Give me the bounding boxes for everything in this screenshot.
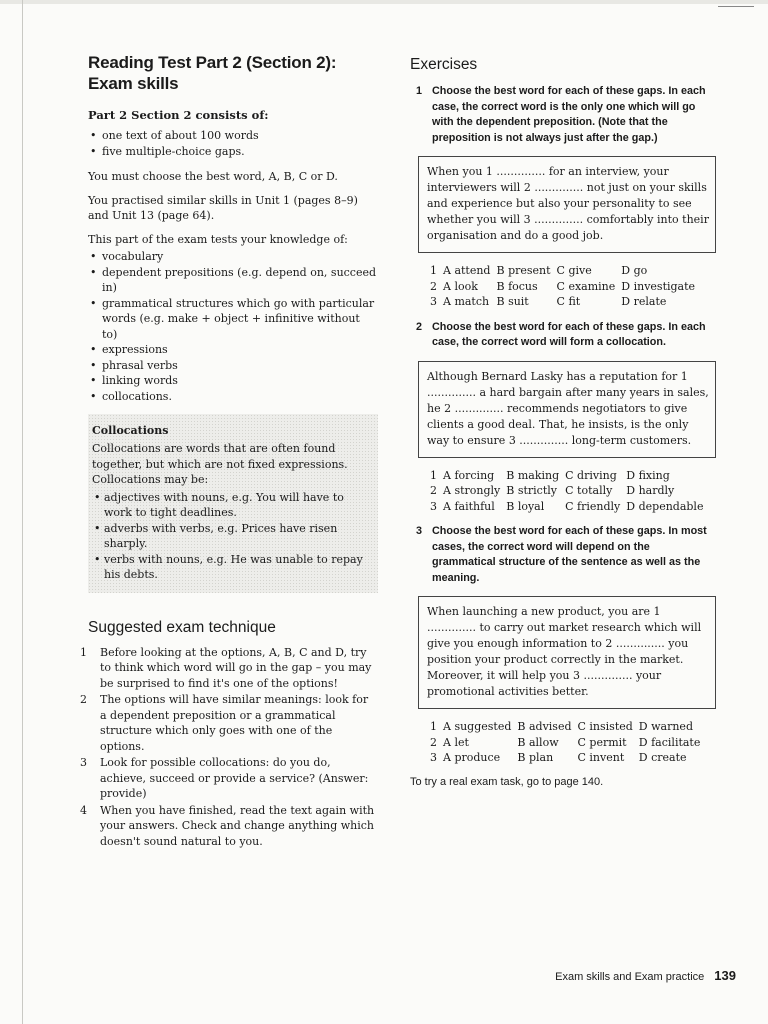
table-row xyxy=(430,735,706,751)
exercise-3-options xyxy=(430,719,706,766)
option-a: A attend xyxy=(443,264,491,277)
item-number: 2 xyxy=(80,693,87,706)
option-number: 1 xyxy=(430,468,437,482)
instruction-text: Choose the best word for each of these gaps. In most cases, the correct word will depend on the grammatical structure of the sentence as well as the meaning. xyxy=(432,525,707,584)
list-item: • vocabulary xyxy=(88,249,378,265)
item-text: Look for possible collocations: do you do, achieve, succeed or provide a service? (Answer: provide) xyxy=(100,756,369,800)
list-item xyxy=(80,755,378,802)
option-c: C give xyxy=(556,264,592,277)
tests-list xyxy=(88,249,378,404)
option-d: D facilitate xyxy=(638,735,701,749)
exercise-2-instruction xyxy=(410,320,716,351)
list-item: • verbs with nouns, e.g. He was unable to repay his debts. xyxy=(92,552,372,583)
option-b: B focus xyxy=(496,279,538,293)
technique-heading: Suggested exam technique xyxy=(88,618,276,636)
list-item: • phrasal verbs xyxy=(88,358,378,374)
intro-heading: Part 2 Section 2 consists of: xyxy=(88,108,269,122)
option-number: 2 xyxy=(430,279,437,293)
item-text: Before looking at the options, A, B, C and D, try to think which word will go in the gap – you may be surprised to find it's one of the options! xyxy=(100,645,372,690)
option-b: B strictly xyxy=(506,484,557,497)
option-number: 3 xyxy=(430,751,437,764)
list-item: • linking words xyxy=(88,373,378,389)
option-number: 2 xyxy=(430,735,437,749)
list-item xyxy=(80,645,378,692)
option-b: B present xyxy=(496,264,551,277)
table-row xyxy=(430,483,709,499)
practised-text: You practised similar skills in Unit 1 (pages 8–9) and Unit 13 (page 64). xyxy=(88,194,358,222)
exercise-1-instruction xyxy=(410,84,716,146)
option-b: B allow xyxy=(517,735,559,749)
option-d: D fixing xyxy=(626,468,670,482)
option-a: A match xyxy=(443,295,490,308)
exercise-2-options xyxy=(430,468,709,515)
consists-list xyxy=(88,128,378,159)
title-line-1: Reading Test Part 2 (Section 2): xyxy=(88,53,337,72)
page-title xyxy=(88,52,378,94)
option-b: B making xyxy=(506,468,560,482)
technique-list xyxy=(80,645,378,850)
list-item: • collocations. xyxy=(88,389,378,405)
option-a: A look xyxy=(443,279,478,293)
exercise-3-passage: When launching a new product, you are 1 .............. to carry out market research which will give you enough information to 2 .............. you position your product correctly in the market. Moreover, it will help you 3 .............. your promotional activities better. xyxy=(418,596,716,709)
scan-edge-left xyxy=(22,0,23,1024)
exercise-3-instruction xyxy=(410,524,716,586)
option-a: A forcing xyxy=(443,468,495,482)
item-number: 4 xyxy=(80,803,87,817)
list-item: • one text of about 100 words xyxy=(88,128,378,144)
list-item: • adverbs with verbs, e.g. Prices have risen sharply. xyxy=(92,521,372,552)
option-number: 2 xyxy=(430,484,437,497)
option-d: D warned xyxy=(638,720,693,733)
exercise-1-passage: When you 1 .............. for an interview, your interviewers will 2 .............. not just on your skills and experience but also your personality to see whether you will 3 .............. comfortably into their organisation and do a good job. xyxy=(418,156,716,253)
table-row xyxy=(430,294,701,310)
exercise-number: 3 xyxy=(416,525,423,537)
table-row xyxy=(430,468,709,484)
exercise-number: 1 xyxy=(416,85,423,97)
option-c: C permit xyxy=(577,735,627,749)
try-exam-text: To try a real exam task, go to page 140. xyxy=(410,775,604,788)
option-c: C insisted xyxy=(577,720,633,733)
option-number: 3 xyxy=(430,499,437,513)
table-row xyxy=(430,263,701,279)
collocations-heading: Collocations xyxy=(92,424,169,437)
tests-intro: This part of the exam tests your knowledge of: xyxy=(88,233,348,246)
option-d: D go xyxy=(621,264,648,277)
item-text: The options will have similar meanings: look for a dependent preposition or a grammatical structure which only goes with one of the options. xyxy=(100,693,369,753)
option-number: 1 xyxy=(430,720,437,733)
page-number: 139 xyxy=(714,968,736,983)
choose-text: You must choose the best word, A, B, C or D. xyxy=(88,170,338,183)
list-item: • adjectives with nouns, e.g. You will have to work to tight deadlines. xyxy=(92,490,372,521)
option-b: B plan xyxy=(517,751,554,764)
collocations-text: Collocations are words that are often found together, but which are not fixed expressions. Collocations may be: xyxy=(92,442,348,486)
list-item: • five multiple-choice gaps. xyxy=(88,144,378,160)
option-a: A let xyxy=(443,735,469,749)
instruction-text: Choose the best word for each of these gaps. In each case, the correct word will form a collocation. xyxy=(432,320,706,348)
option-a: A produce xyxy=(443,751,501,764)
option-a: A suggested xyxy=(443,720,512,733)
list-item: • expressions xyxy=(88,342,378,358)
list-item xyxy=(80,803,378,850)
option-a: A faithful xyxy=(443,499,495,513)
right-column xyxy=(410,56,716,788)
exercise-number: 2 xyxy=(416,320,423,333)
option-d: D create xyxy=(638,751,687,764)
item-number: 3 xyxy=(80,756,87,769)
option-a: A strongly xyxy=(443,484,501,497)
option-c: C totally xyxy=(565,484,613,497)
title-line-2: Exam skills xyxy=(88,74,179,93)
footer-text: Exam skills and Exam practice xyxy=(555,971,705,983)
option-b: B loyal xyxy=(506,499,545,513)
collocations-list xyxy=(92,490,372,583)
option-b: B advised xyxy=(517,720,572,733)
option-d: D dependable xyxy=(626,499,704,513)
exercise-1-options xyxy=(430,263,701,310)
collocations-box xyxy=(88,414,378,593)
option-c: C examine xyxy=(556,279,616,293)
table-row xyxy=(430,499,709,515)
option-c: C friendly xyxy=(565,499,621,513)
item-number: 1 xyxy=(80,645,87,659)
option-c: C invent xyxy=(577,751,625,764)
scan-edge-top xyxy=(0,0,768,4)
scan-mark xyxy=(718,6,754,7)
option-d: D investigate xyxy=(621,279,696,293)
option-c: C fit xyxy=(556,295,581,308)
table-row xyxy=(430,279,701,295)
option-d: D relate xyxy=(621,295,667,308)
option-number: 3 xyxy=(430,295,437,308)
table-row xyxy=(430,750,706,766)
exercises-heading: Exercises xyxy=(410,56,478,73)
instruction-text: Choose the best word for each of these gaps. In each case, the correct word is the only one which will go with the dependent preposition. (Note that the preposition is not always just after the gap.) xyxy=(432,85,706,144)
list-item: • grammatical structures which go with particular words (e.g. make + object + infinitive without to) xyxy=(88,296,378,343)
left-column xyxy=(80,52,378,850)
table-row xyxy=(430,719,706,735)
page-footer xyxy=(555,968,736,983)
list-item: • dependent prepositions (e.g. depend on, succeed in) xyxy=(88,265,378,296)
option-b: B suit xyxy=(496,295,529,308)
item-text: When you have finished, read the text again with your answers. Check and change anything which doesn't sound natural to you. xyxy=(100,803,375,848)
list-item xyxy=(80,692,378,754)
option-number: 1 xyxy=(430,264,437,277)
option-c: C driving xyxy=(565,468,617,482)
exercise-2-passage: Although Bernard Lasky has a reputation for 1 .............. a hard bargain after many years in sales, he 2 .............. recommends negotiators to give clients a good deal. That, he insists, is the only way to ensure 3 .............. long-term customers. xyxy=(418,361,716,458)
option-d: D hardly xyxy=(626,484,675,497)
